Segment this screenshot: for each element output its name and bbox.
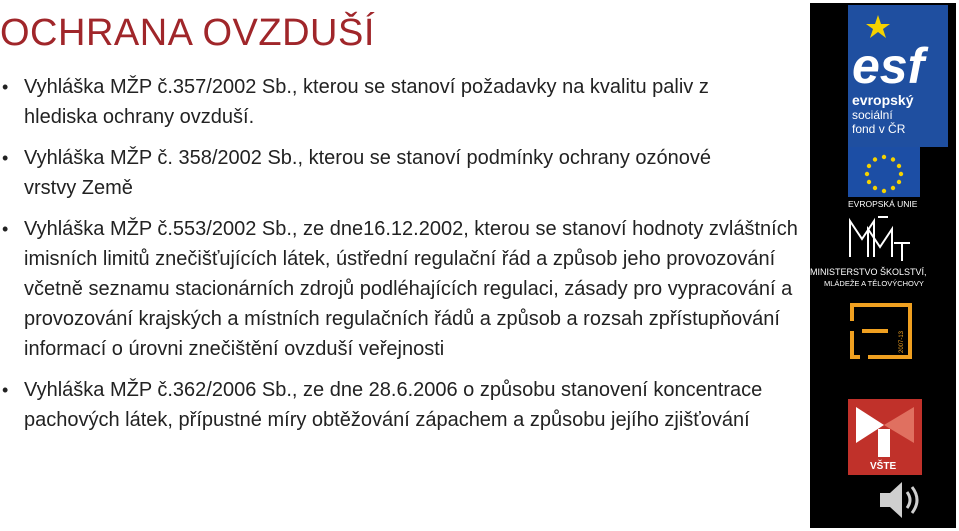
op-years: 2007-13 [899, 330, 905, 353]
list-item [0, 375, 800, 435]
bullet-icon: • [2, 380, 9, 400]
op-logo [848, 301, 918, 363]
bullet-text: Vyhláška MŽP č.553/2002 Sb., ze dne16.12.2002, kterou se stanoví hodnoty zvláštních imisních limitů znečišťujících látek, ústřední regulační řád a způsob jeho provozování včetně seznamu stacionárních zdrojů podléhajících regulaci, zásady pro vypracování a provozování krajských a místních regulačních řádů a způsob a rozsah zpřístupňování informací o úrovni znečištění ovzduší veřejnosti [24, 218, 798, 360]
speaker-icon[interactable] [876, 477, 924, 523]
bullet-icon: • [2, 148, 9, 168]
bullet-text: Vyhláška MŽP č.357/2002 Sb., kterou se stanoví požadavky na kvalitu paliv z hlediska ochrany ovzduší. [24, 76, 709, 128]
bullet-text: Vyhláška MŽP č. 358/2002 Sb., kterou se stanoví podmínky ochrany ozónové vrstvy Země [24, 147, 712, 199]
esf-line2: sociální [852, 108, 893, 122]
vste-label: VŠTE [870, 461, 897, 472]
msmt-mark-icon [850, 217, 910, 261]
bullet-text: Vyhláška MŽP č.362/2006 Sb., ze dne 28.6.2006 o způsobu stanovení koncentrace pachových látek, přípustné míry obtěžování zápachem a způsobu jejího zjišťování [24, 379, 763, 431]
msmt-line2: MLÁDEŽE A TĚLOVÝCHOVY [824, 279, 924, 288]
eu-flag-logo [848, 147, 920, 209]
msmt-line1: MINISTERSTVO ŠKOLSTVÍ, [810, 267, 927, 277]
vste-logo [848, 399, 922, 475]
logo-sidebar [810, 3, 956, 528]
list-item [0, 214, 800, 364]
esf-line1: evropský [852, 92, 914, 108]
esf-line3: fond v ČR [852, 122, 906, 136]
eu-label: EVROPSKÁ UNIE [848, 199, 918, 209]
esf-mark: esf [852, 38, 925, 94]
esf-logo [848, 5, 948, 147]
msmt-logo [810, 213, 956, 293]
list-item [0, 143, 764, 203]
bullet-list [0, 72, 800, 446]
slide-title: OCHRANA OVZDUŠÍ [0, 12, 375, 54]
list-item [0, 72, 764, 132]
bullet-icon: • [2, 219, 9, 239]
bullet-icon: • [2, 77, 9, 97]
